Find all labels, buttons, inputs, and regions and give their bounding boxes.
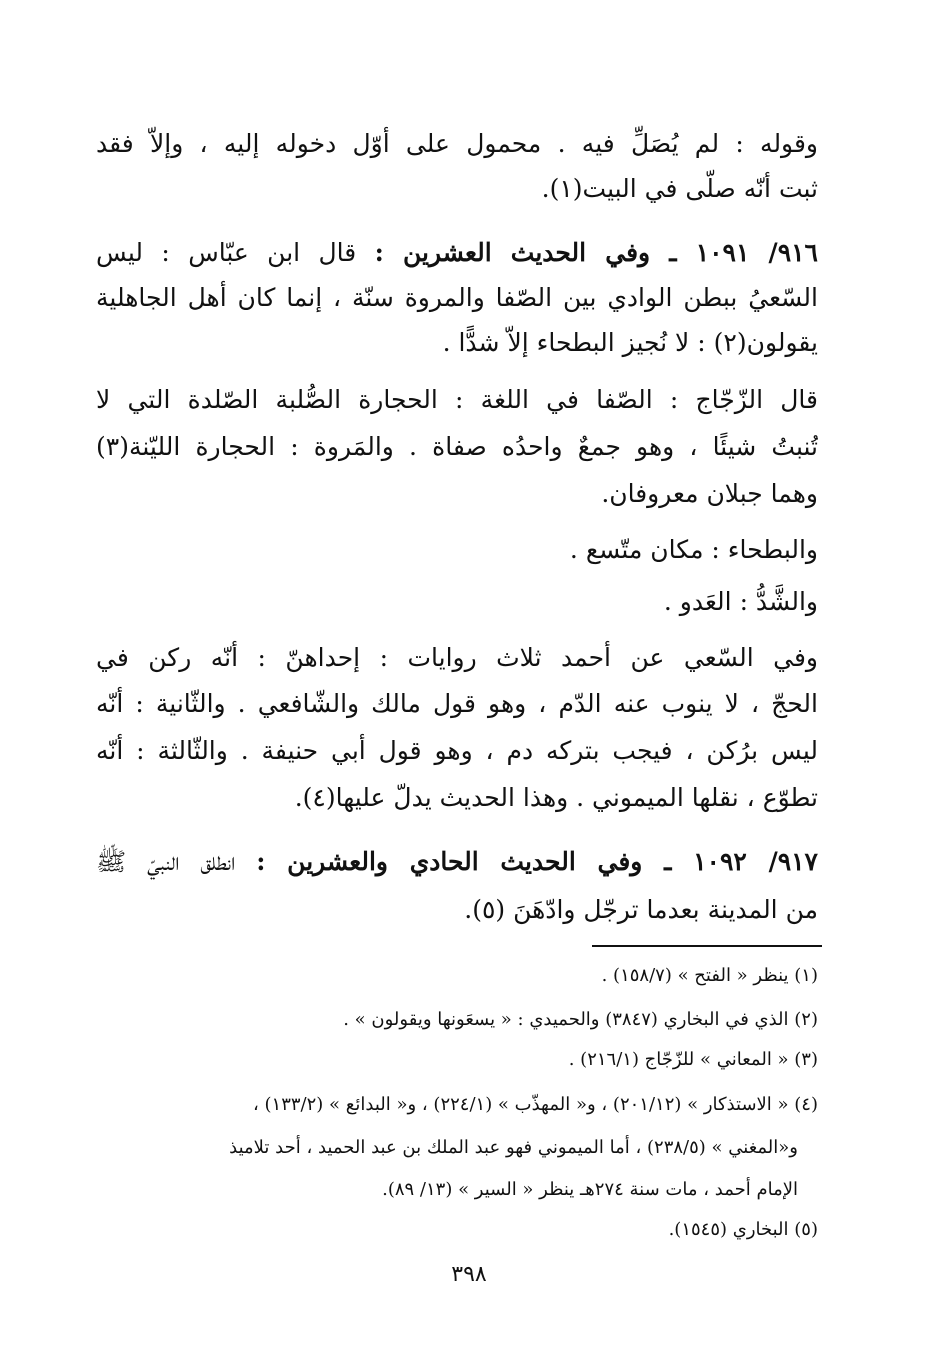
footnote-3: (٣) « المعاني » للزّجّاج (٢١٦/١) . [568,1049,818,1070]
hadith-917-line-2: من المدينة بعدما ترجّل وادّهَنَ (٥). [464,895,818,924]
paragraph-1-line-2: ثبت أنّه صلّى في البيت(١). [541,174,818,203]
zajjaj-line-2: تُنبتُ شيئًا ، وهو جمعٌ واحدُه صفاة . والمَروة : الحجارة الليّنة(٣) [96,432,818,461]
sai-line-4: تطوّع ، نقلها الميموني . وهذا الحديث يدلّ عليها(٤). [294,783,818,812]
page-number: ٣٩٨ [451,1262,487,1287]
hadith-916-text: قال ابن عبّاس : ليس [96,238,357,267]
hadith-916-line-3: يقولون(٢) : لا نُجيز البطحاء إلاّ شدًّا . [442,328,818,357]
hadith-917-text: انطلق النبيّ ﷺ [96,847,236,876]
footnote-4-line-1: (٤) « الاستذكار » (٢٠١/١٢) ، و« المهذّب » (٢٢٤/١) ، و« البدائع » (١٣٣/٢) ، [252,1094,818,1115]
footnote-2: (٢) الذي في البخاري (٣٨٤٧) والحميدي : « يسعَونها ويقولون » . [343,1009,818,1030]
footnote-1: (١) ينظر « الفتح » (١٥٨/٧) . [601,965,818,986]
batha-definition: والبطحاء : مكان متّسع . [569,535,818,564]
hadith-917-line-1 [96,842,818,882]
hadith-917-heading: ٩١٧/ ١٠٩٢ ـ وفي الحديث الحادي والعشرين : [256,847,818,876]
hadith-916-heading: ٩١٦/ ١٠٩١ ـ وفي الحديث العشرين : [374,238,818,267]
sai-line-3: ليس برُكن ، فيجب بتركه دم ، وهو قول أبي حنيفة . والثّالثة : أنّه [96,736,818,765]
hadith-916-line-1 [96,233,818,273]
sai-line-1: وفي السّعي عن أحمد ثلاث روايات : إحداهنّ : أنّه ركن في [96,643,818,672]
footnote-4-line-3: الإمام أحمد ، مات سنة ٢٧٤هـ ينظر « السير » (١٣/ ٨٩). [382,1179,798,1200]
hadith-916-line-2: السّعيُ ببطن الوادي بين الصّفا والمروة سنّة ، إنما كان أهل الجاهلية [96,283,818,312]
paragraph-1-line-1: وقوله : لم يُصَلِّ فيه . محمول على أوّل دخوله إليه ، وإلاّ فقد [96,129,818,158]
footnote-5: (٥) البخاري (١٥٤٥). [668,1219,818,1240]
zajjaj-line-3: وهما جبلان معروفان. [601,479,818,508]
zajjaj-line-1: قال الزّجّاج : الصّفا في اللغة : الحجارة الصُّلبة الصّلدة التي لا [96,385,818,414]
footnote-separator [592,945,822,947]
sai-line-2: الحجّ ، لا ينوب عنه الدّم ، وهو قول مالك والشّافعي . والثّانية : أنّه [96,689,818,718]
footnote-4-line-2: و«المغني » (٢٣٨/٥) ، أما الميموني فهو عبد الملك بن عبد الحميد ، أحد تلاميذ [229,1137,798,1158]
shadd-definition: والشَّدُّ : العَدو . [663,587,818,616]
